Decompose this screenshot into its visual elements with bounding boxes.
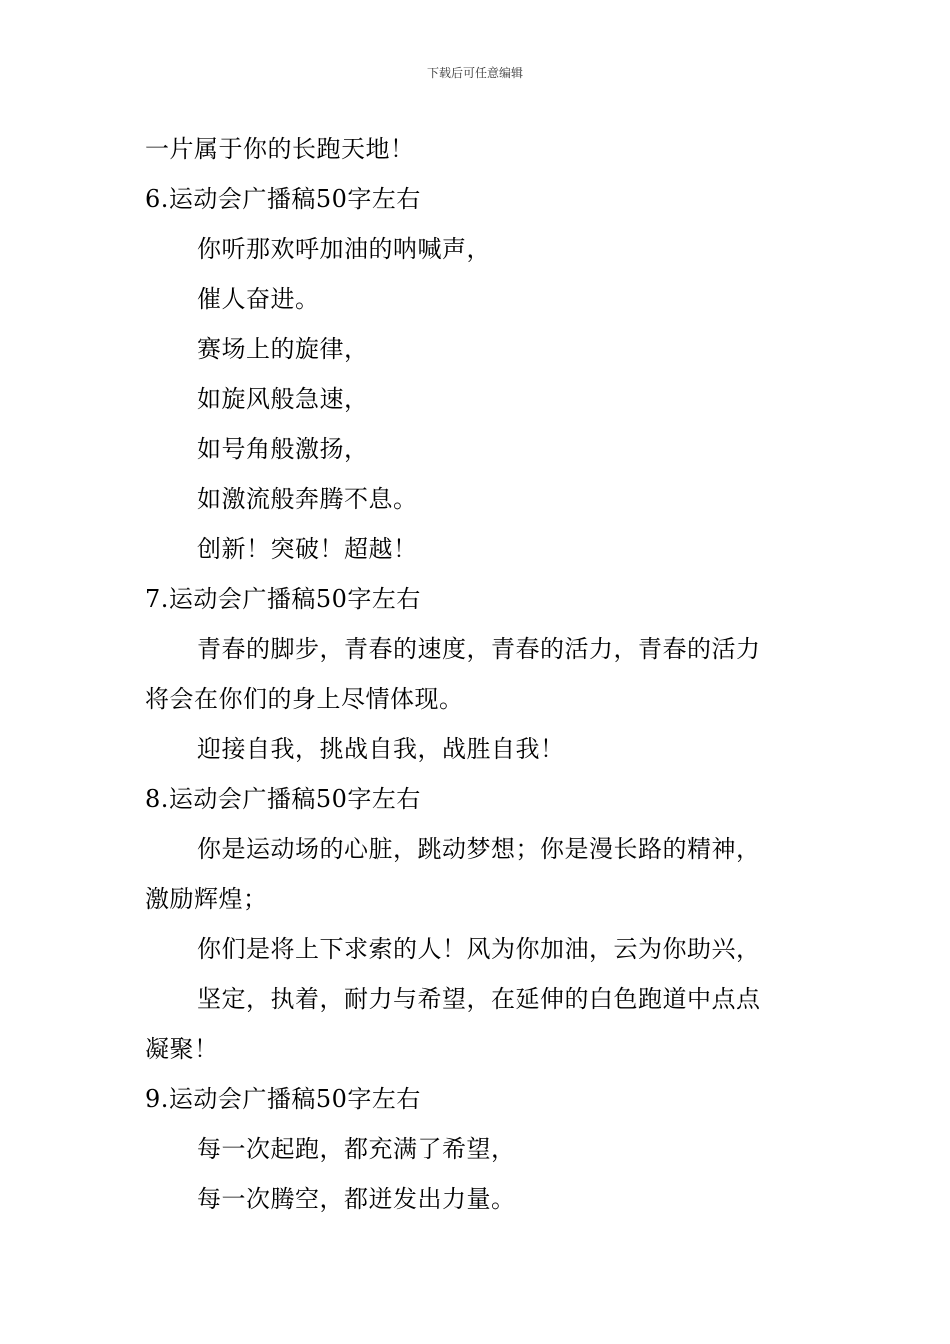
paragraph-line: 创新！突破！超越！: [197, 535, 418, 563]
paragraph-line: 你听那欢呼加油的呐喊声，: [197, 235, 491, 263]
document-body: [145, 124, 810, 1224]
paragraph-line: 如号角般激扬，: [197, 435, 369, 463]
paragraph-line: 坚定，执着，耐力与希望，在延伸的白色跑道中点点: [197, 985, 761, 1013]
section-heading: 6.运动会广播稿50字左右: [145, 185, 421, 213]
paragraph-line: 如激流般奔腾不息。: [197, 485, 418, 513]
paragraph-line: 每一次腾空，都迸发出力量。: [197, 1185, 516, 1213]
section-heading: 7.运动会广播稿50字左右: [145, 585, 421, 613]
page-header: 下载后可任意编辑: [426, 66, 523, 80]
paragraph-line: 一片属于你的长跑天地！: [145, 135, 415, 163]
paragraph-line: 如旋风般急速，: [197, 385, 369, 413]
paragraph-line: 赛场上的旋律，: [197, 335, 369, 363]
section-heading: 8.运动会广播稿50字左右: [145, 785, 421, 813]
paragraph-line: 凝聚！: [145, 1035, 219, 1063]
section-heading: 9.运动会广播稿50字左右: [145, 1085, 421, 1113]
paragraph-line: 每一次起跑，都充满了希望，: [197, 1135, 516, 1163]
paragraph-line: 迎接自我，挑战自我，战胜自我！: [197, 735, 565, 763]
paragraph-line: 将会在你们的身上尽情体现。: [145, 685, 464, 713]
paragraph-line: 激励辉煌；: [145, 885, 268, 913]
paragraph-line: 催人奋进。: [197, 285, 320, 313]
paragraph-line: 你是运动场的心脏，跳动梦想；你是漫长路的精神，: [197, 835, 761, 863]
paragraph-line: 青春的脚步，青春的速度，青春的活力，青春的活力: [197, 635, 761, 663]
paragraph-line: 你们是将上下求索的人！风为你加油，云为你助兴，: [197, 935, 761, 963]
